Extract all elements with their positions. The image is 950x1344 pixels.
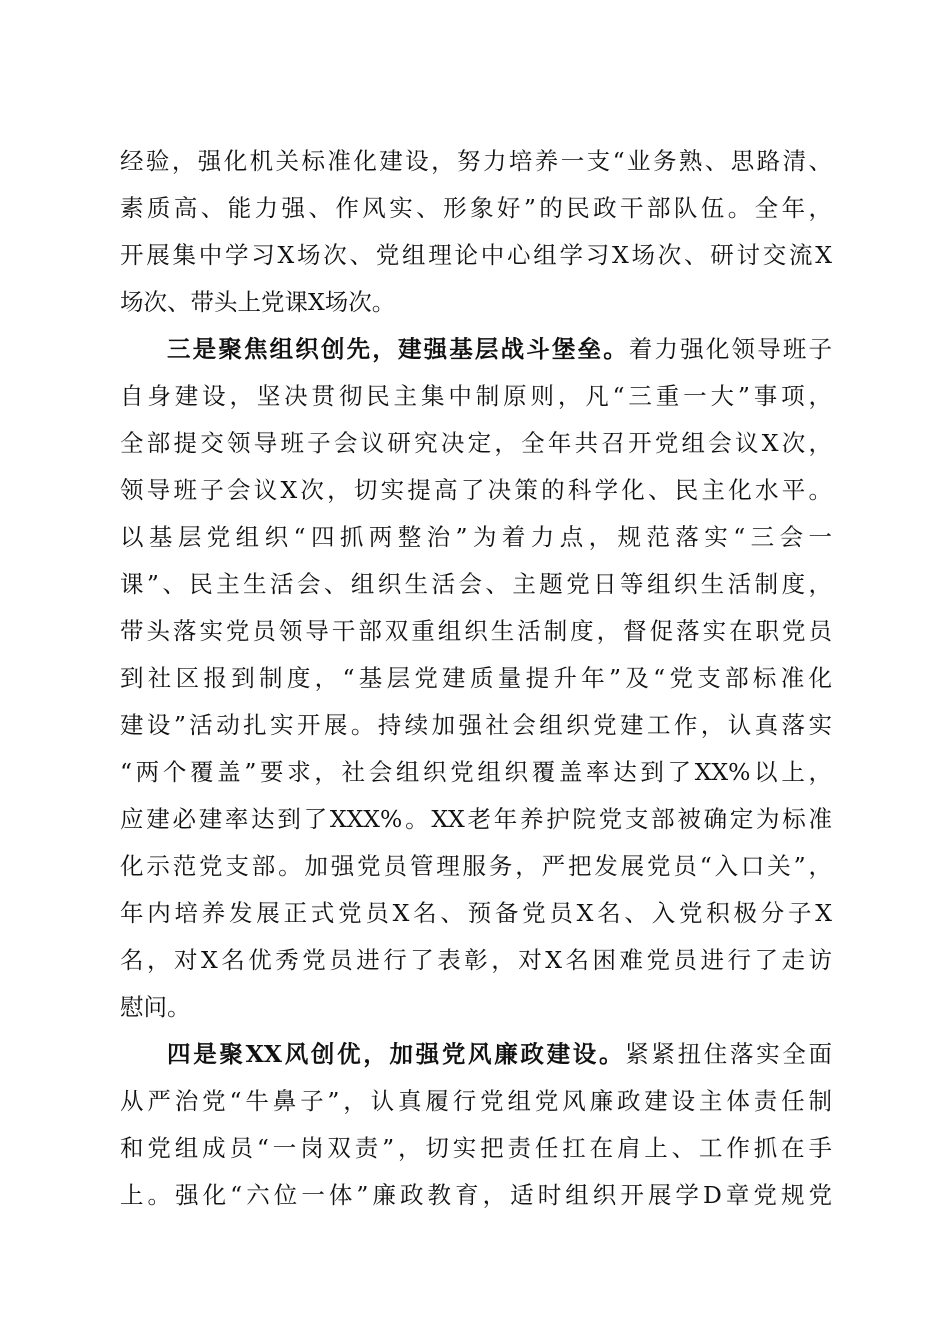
- text-line: “两个覆盖”要求，社会组织党组织覆盖率达到了XX%以上，: [120, 758, 832, 786]
- text-line: 场次、带头上党课X场次。: [120, 288, 396, 316]
- text-line: 全部提交领导班子会议研究决定，全年共召开党组会议X次，: [120, 429, 832, 457]
- text-line: 建设”活动扎实开展。持续加强社会组织党建工作，认真落实: [120, 711, 832, 739]
- text-line: 到社区报到制度，“基层党建质量提升年”及“党支部标准化: [120, 664, 832, 692]
- text-line: 课”、民主生活会、组织生活会、主题党日等组织生活制度，: [120, 570, 832, 598]
- text-line: 慰问。: [120, 993, 191, 1021]
- text-line: 领导班子会议X次，切实提高了决策的科学化、民主化水平。: [120, 476, 832, 504]
- text-line: 和党组成员“一岗双责”，切实把责任扛在肩上、工作抓在手: [120, 1134, 832, 1162]
- text-line: 带头落实党员领导干部双重组织生活制度，督促落实在职党员: [120, 617, 832, 645]
- text-line: 开展集中学习X场次、党组理论中心组学习X场次、研讨交流X: [120, 241, 832, 269]
- text-line: 化示范党支部。加强党员管理服务，严把发展党员“入口关”，: [120, 852, 832, 880]
- text-line: 年内培养发展正式党员X名、预备党员X名、入党积极分子X: [120, 899, 832, 927]
- text-line: 名，对X名优秀党员进行了表彰，对X名困难党员进行了走访: [120, 946, 832, 974]
- paragraph-first-line: [167, 327, 832, 371]
- text-line: 应建必建率达到了XXX%。XX老年养护院党支部被确定为标准: [120, 805, 832, 833]
- text-line: 从严治党“牛鼻子”，认真履行党组党风廉政建设主体责任制: [120, 1087, 832, 1115]
- text-line: 以基层党组织“四抓两整治”为着力点，规范落实“三会一: [120, 523, 832, 551]
- text-line: 上。强化“六位一体”廉政教育，适时组织开展学D章党规党: [120, 1181, 832, 1209]
- text-line: 经验，强化机关标准化建设，努力培养一支“业务熟、思路清、: [120, 147, 832, 175]
- paragraph-text: 着力强化领导班子: [628, 335, 833, 363]
- text-line: 自身建设，坚决贯彻民主集中制原则，凡“三重一大”事项，: [120, 382, 832, 410]
- paragraph-first-line: [167, 1032, 832, 1076]
- paragraph-text: 紧紧扭住落实全面: [625, 1040, 833, 1068]
- paragraph-heading: 四是聚XX风创优，加强党风廉政建设。: [167, 1040, 626, 1068]
- text-line: 素质高、能力强、作风实、形象好”的民政干部队伍。全年，: [120, 194, 832, 222]
- paragraph-heading: 三是聚焦组织创先，建强基层战斗堡垒。: [167, 335, 629, 363]
